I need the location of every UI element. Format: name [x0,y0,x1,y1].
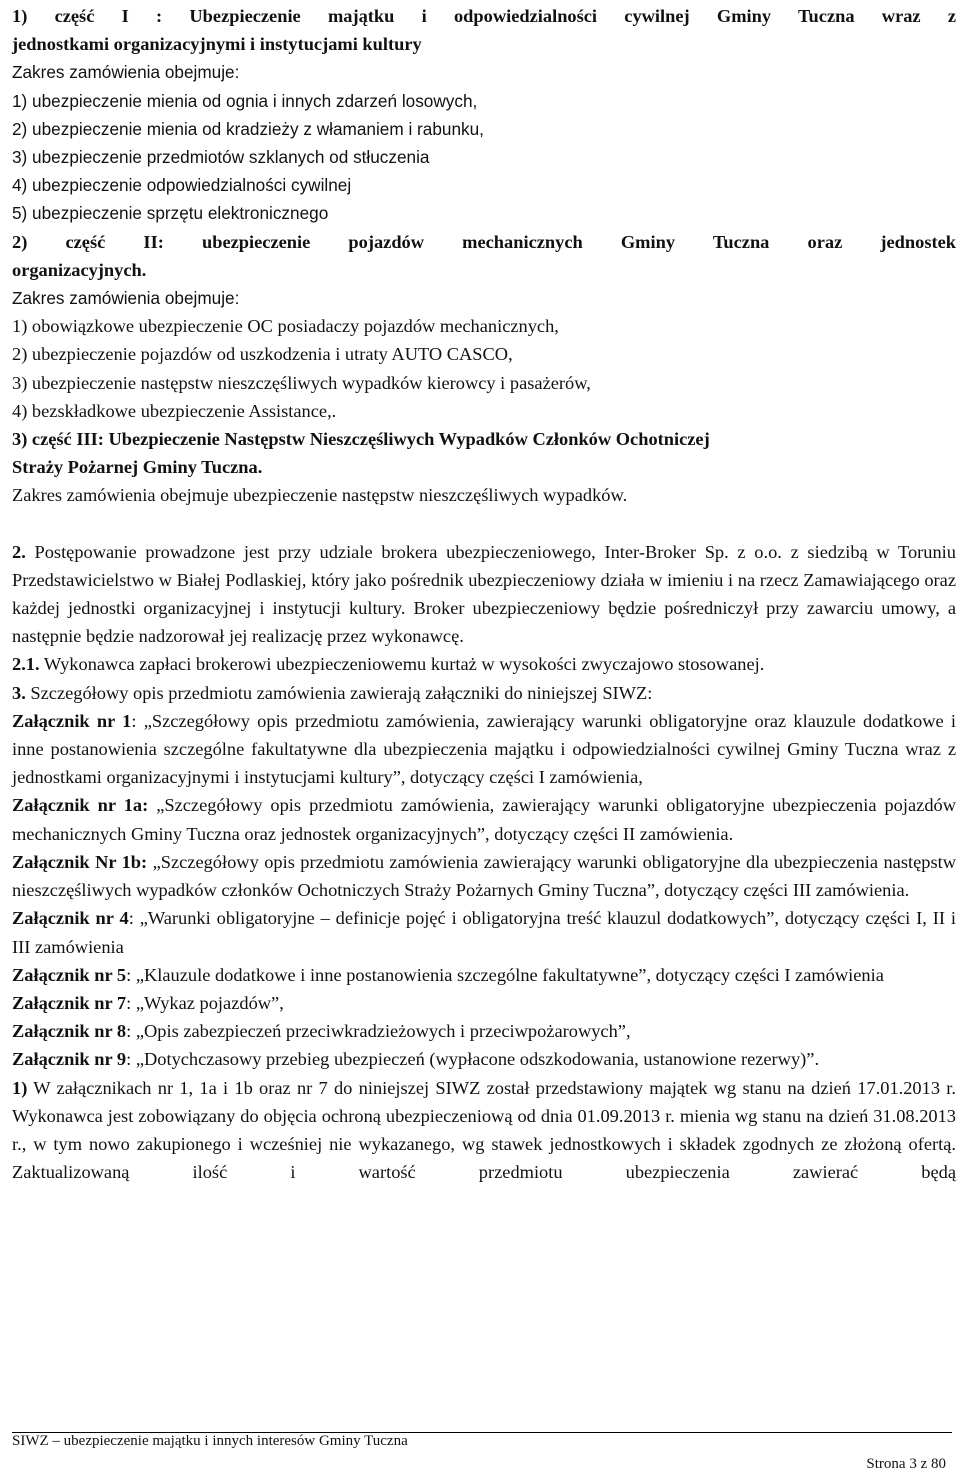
part1-title-line2: jednostkami organizacyjnymi i instytucjami kultury [12,34,422,55]
attachment-text: „Szczegółowy opis przedmiotu zamówienia, zawierający warunki obligatoryjne ubezpieczenia pojazdów mechanicznych Gminy Tuczna oraz jednostek organizacyjnych”, dotyczący części II zamówienia. [12,795,956,844]
attachment-entry [12,791,956,847]
attachment-label: Załącznik nr 9 [12,1049,127,1070]
part2-title-line1: 2) część II: ubezpieczenie pojazdów mechanicznych Gminy Tuczna oraz jednostek [12,231,956,252]
section-2 [12,538,956,651]
part1-item: 4) ubezpieczenie odpowiedzialności cywilnej [12,175,352,196]
attachment-label: Załącznik nr 5 [12,964,127,985]
part1-item: 5) ubezpieczenie sprzętu elektronicznego [12,203,329,224]
attachment-label: Załącznik nr 1 [12,710,132,731]
part1-scope-label: Zakres zamówienia obejmuje: [12,62,240,83]
part1-item: 1) ubezpieczenie mienia od ognia i innych zdarzeń losowych, [12,90,478,111]
note-1-number: 1) [12,1077,28,1098]
part2-title-line2: organizacyjnych. [12,259,147,280]
part2-item: 4) bezskładkowe ubezpieczenie Assistance,. [12,400,337,421]
section-2-1 [12,650,956,678]
note-1-text: W załącznikach nr 1, 1a i 1b oraz nr 7 do niniejszej SIWZ został przedstawiony majątek wg stanu na dzień 17.01.2013 r. Wykonawca jest zobowiązany do objęcia ochroną ubezpieczeniową od dnia 01.09.2013 r. mienia wg stanu na dzień 31.08.2013 r., w tym nowo zakupionego i wcześniej nie wykazanego, wg stawek jednostkowych i składek zgodnych ze złożoną ofertą. Zaktualizowaną ilość i wartość przedmiotu ubezpieczenia zawierać będą [12,1077,956,1183]
attachment-label: Załącznik nr 1a: [12,795,149,816]
attachment-text: : „Wykaz pojazdów”, [126,992,284,1013]
part2-item: 2) ubezpieczenie pojazdów od uszkodzenia i utraty AUTO CASCO, [12,344,513,365]
attachment-entry [12,707,956,792]
attachment-entry [12,961,956,989]
part3-title-line2: Straży Pożarnej Gminy Tuczna. [12,457,263,478]
part2-item: 3) ubezpieczenie następstw nieszczęśliwych wypadków kierowcy i pasażerów, [12,372,591,393]
section-2-1-number: 2.1. [12,654,40,675]
footer-page-number: Strona 3 z 80 [866,1456,946,1472]
document-page [12,2,956,1186]
part1-title-line1: 1) część I : Ubezpieczenie majątku i odpowiedzialności cywilnej Gminy Tuczna wraz z [12,6,956,26]
section-3-text: Szczegółowy opis przedmiotu zamówienia zawierają załączniki do niniejszej SIWZ: [25,682,653,703]
attachment-label: Załącznik nr 7 [12,992,127,1013]
section-2-1-text: Wykonawca zapłaci brokerowi ubezpieczeniowemu kurtaż w wysokości zwyczajowo stosowanej. [39,654,765,675]
spacer [12,510,956,538]
attachment-entry [12,848,956,904]
attachment-text: „Szczegółowy opis przedmiotu zamówienia zawierający warunki obligatoryjne dla ubezpieczenia następstw nieszczęśliwych wypadków członków Ochotniczych Straży Pożarnych Gminy Tuczna”, dotyczący części III zamówienia. [12,851,957,901]
attachment-label: Załącznik nr 4 [12,908,129,929]
note-1 [12,1074,956,1187]
attachment-text: : „Szczegółowy opis przedmiotu zamówienia, zawierający warunki obligatoryjne oraz klauzule dodatkowe i inne postanowienia szczególne fakultatywne dla ubezpieczenia majątku i odpowiedzialności cywilnej Gminy Tuczna wraz z jednostkami organizacyjnymi i instytucjami kultury”, dotyczący części I zamówienia, [12,710,956,788]
attachment-entry [12,1045,956,1073]
section-3 [12,679,956,707]
part3-scope: Zakres zamówienia obejmuje ubezpieczenie następstw nieszczęśliwych wypadków. [12,485,628,506]
attachment-label: Załącznik Nr 1b: [12,851,148,872]
part1-item: 2) ubezpieczenie mienia od kradzieży z włamaniem i rabunku, [12,118,484,139]
attachment-text: : „Klauzule dodatkowe i inne postanowienia szczególne fakultatywne”, dotyczący części I zamówienia [126,964,884,985]
attachment-entry [12,904,956,960]
part3-title-line1: 3) część III: Ubezpieczenie Następstw Nieszczęśliwych Wypadków Członków Ochotniczej [12,429,710,450]
attachment-entry [12,989,956,1017]
attachment-text: : „Warunki obligatoryjne – definicje pojęć i obligatoryjna treść klauzul dodatkowych”, dotyczący części I, II i III zamówienia [12,908,956,957]
section-2-number: 2. [12,541,26,562]
attachment-entry [12,1017,956,1045]
part2-item: 1) obowiązkowe ubezpieczenie OC posiadaczy pojazdów mechanicznych, [12,316,559,337]
part2-scope-label: Zakres zamówienia obejmuje: [12,288,240,309]
attachment-text: : „Opis zabezpieczeń przeciwkradzieżowych i przeciwpożarowych”, [126,1021,631,1042]
attachment-label: Załącznik nr 8 [12,1021,127,1042]
part1-item: 3) ubezpieczenie przedmiotów szklanych od stłuczenia [12,147,430,168]
attachment-text: : „Dotychczasowy przebieg ubezpieczeń (wypłacone odszkodowania, ustanowione rezerwy)”. [126,1049,820,1070]
section-2-text: Postępowanie prowadzone jest przy udziale brokera ubezpieczeniowego, Inter-Broker Sp. z o.o. z siedzibą w Toruniu Przedstawicielstwo w Białej Podlaskiej, który jako pośrednik ubezpieczeniowy działa w imieniu i na rzecz Zamawiającego oraz każdej jednostki organizacyjnej i instytucji kultury. Broker ubezpieczeniowy będzie pośredniczył przy zawarciu umowy, a następnie będzie nadzorował jej realizację przez wykonawcę. [12,541,956,647]
section-3-number: 3. [12,682,26,703]
footer-document-title: SIWZ – ubezpieczenie majątku i innych interesów Gminy Tuczna [12,1433,408,1449]
